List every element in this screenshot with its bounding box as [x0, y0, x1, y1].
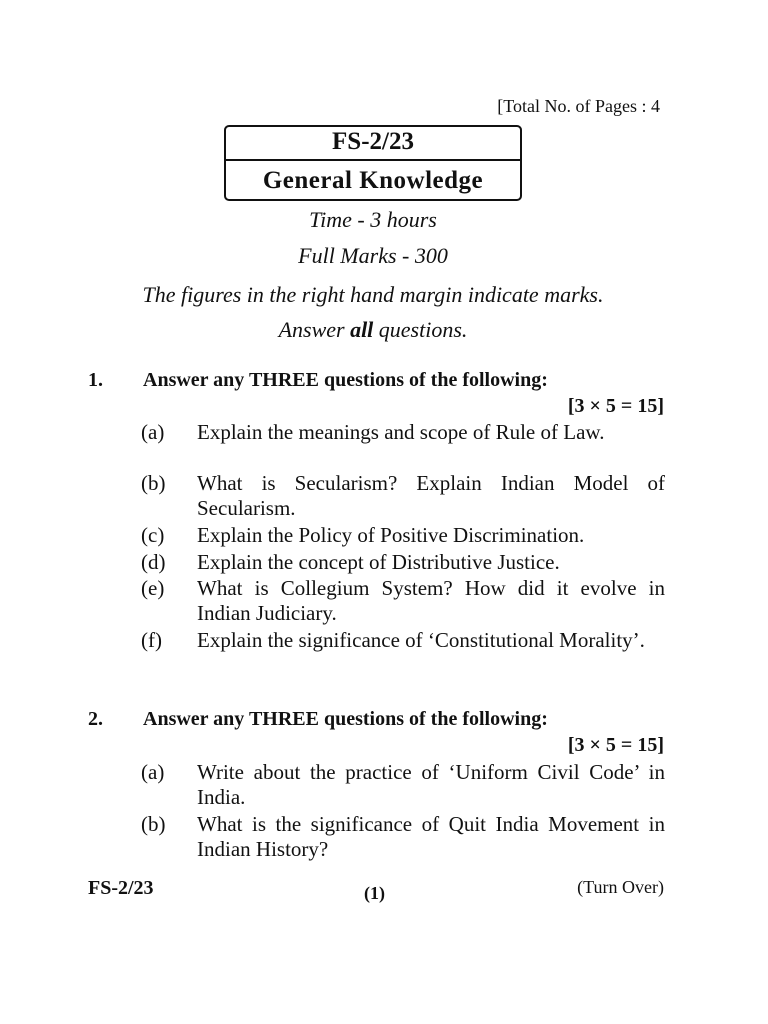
- q2-item-a-text: Write about the practice of ‘Uniform Civil Code’ in India.: [197, 760, 665, 809]
- question-2-marks: [3 × 5 = 15]: [567, 734, 664, 756]
- question-2-text: Answer any THREE questions of the following:: [143, 708, 548, 730]
- footer-paper-code: FS-2/23: [88, 877, 154, 899]
- q1-item-b-text: What is Secularism? Explain Indian Model of Secularism.: [197, 471, 665, 520]
- answer-suffix: questions.: [373, 317, 468, 342]
- answer-prefix: Answer: [278, 317, 351, 342]
- subject-title: General Knowledge: [262, 167, 484, 194]
- answer-bold: all: [350, 317, 374, 342]
- question-1-text: Answer any THREE questions of the following:: [143, 369, 548, 391]
- question-2-number: 2.: [88, 708, 103, 730]
- title-box: [224, 125, 522, 201]
- q2-item-b-text: What is the significance of Quit India Movement in Indian History?: [197, 812, 665, 861]
- q1-item-e-label: (e): [141, 576, 165, 600]
- q1-item-c-text: Explain the Policy of Positive Discrimination.: [197, 523, 585, 547]
- q2-item-b-label: (b): [141, 812, 166, 836]
- q1-item-f-text: Explain the significance of ‘Constitutional Morality’.: [197, 628, 645, 652]
- q1-item-f-label: (f): [141, 628, 162, 652]
- q1-item-a-text: Explain the meanings and scope of Rule of Law.: [197, 420, 605, 444]
- q2-item-a-label: (a): [141, 760, 165, 784]
- paper-code: FS-2/23: [226, 127, 520, 161]
- answer-all-instruction: [0, 317, 746, 343]
- turn-over-note: (Turn Over): [577, 877, 664, 897]
- figures-note: The figures in the right hand margin indicate marks.: [142, 282, 604, 307]
- q1-item-c-label: (c): [141, 523, 165, 547]
- q1-item-b-label: (b): [141, 471, 166, 495]
- question-1-marks: [3 × 5 = 15]: [567, 395, 664, 417]
- q1-item-e-text: What is Collegium System? How did it evolve in Indian Judiciary.: [197, 576, 665, 625]
- q1-item-a-label: (a): [141, 420, 165, 444]
- full-marks: Full Marks - 300: [298, 243, 448, 268]
- q1-item-d-label: (d): [141, 550, 166, 574]
- time-allowed: Time - 3 hours: [309, 207, 437, 232]
- q1-item-d-text: Explain the concept of Distributive Justice.: [197, 550, 560, 574]
- total-pages-note: [Total No. of Pages : 4: [497, 96, 660, 116]
- page-number: (1): [364, 883, 385, 903]
- question-1-number: 1.: [88, 369, 103, 391]
